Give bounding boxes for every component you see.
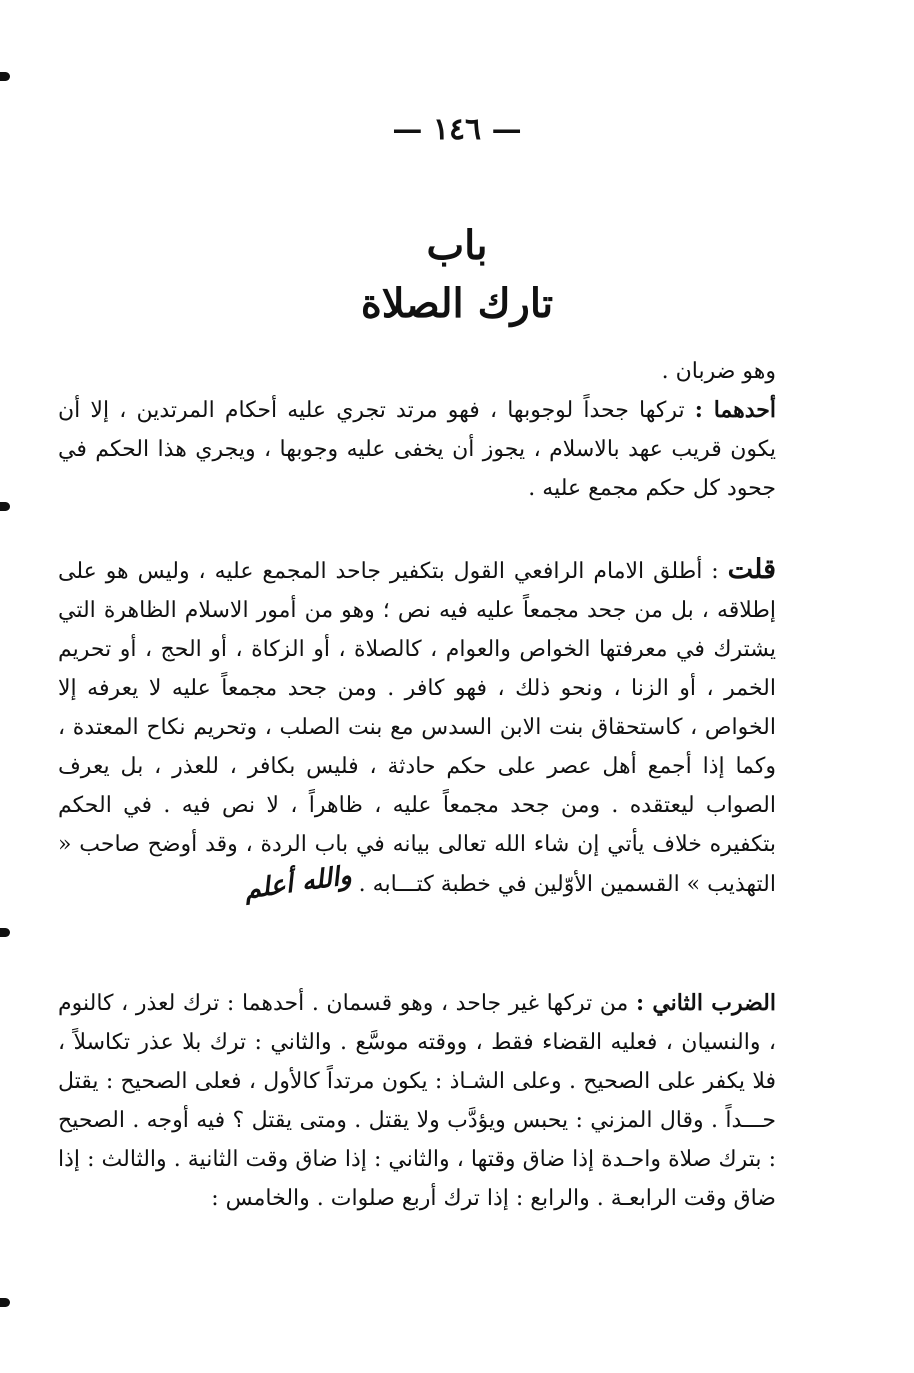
paragraph-intro xyxy=(58,352,776,391)
margin-mark xyxy=(0,1298,10,1307)
margin-mark xyxy=(0,502,10,511)
page-number: — ١٤٦ — xyxy=(392,112,522,147)
paragraph-lead: قلت xyxy=(727,554,777,585)
paragraph-second-type xyxy=(58,984,776,1218)
paragraph-first-type xyxy=(58,391,776,508)
paragraph-commentary xyxy=(58,550,776,904)
paragraph-lead: الضرب الثاني : xyxy=(635,990,776,1016)
paragraph-lead: أحدهما : xyxy=(694,397,776,423)
paragraph-text: من تركها غير جاحد ، وهو قسمان . أحدهما : ترك لعذر ، كالنوم ، والنسيان ، فعليه القضاء فقط ، ووقته موسَّع . والثاني : ترك بلا عذر تكاسلاً ، فلا يكفر على الصحيح . وعلى الشـاذ : يكون مرتداً كالأول ، فعلى الصحيح : يقتل حـــداً . وقال المزني : يحبس ويؤدَّب ولا يقتل . ومتى يقتل ؟ فيه أوجه . الصحيح : بترك صلاة واحـدة إذا ضاق وقتها ، والثاني : إذا ضاق وقت الثانية . والثالث : إذا ضاق وقت الرابعـة . والرابع : إذا ترك أربع صلوات . والخامس : xyxy=(58,991,776,1211)
margin-mark xyxy=(0,72,10,81)
paragraph-text: : أطلق الامام الرافعي القول بتكفير جاحد المجمع عليه ، وليس هو على إطلاقه ، بل من جحد مجمعاً عليه فيه نص ؛ وهو من أمور الاسلام الظاهرة التي يشترك في معرفتها الخواص والعوام ، كالصلاة ، أو الزكاة ، أو الحج ، أو تحريم الخمر ، أو الزنا ، ونحو ذلك ، فهو كافر . ومن جحد مجمعاً عليه لا يعرفه إلا الخواص ، كاستحقاق بنت الابن السدس مع بنت الصلب ، وتحريم نكاح المعتدة ، وكما إذا أجمع أهل عصر على حكم حادثة ، فليس بكافر ، للعذر ، بل يعرف الصواب ليعتقده . ومن جحد مجمعاً عليه ، ظاهراً ، لا نص فيه . في الحكم بتكفيره خلاف يأتي إن شاء الله تعالى بيانه في باب الردة ، وقد أوضح صاحب « التهذيب » القسمين الأوّلين في خطبة كتـــابه . xyxy=(58,559,776,897)
chapter-title: تارك الصلاة xyxy=(360,280,554,327)
paragraph-text: وهو ضربان . xyxy=(661,359,776,384)
handwritten-note: والله أعلم xyxy=(242,860,354,906)
chapter-label: باب xyxy=(426,222,488,269)
paragraph-text: تركها جحداً لوجوبها ، فهو مرتد تجري عليه أحكام المرتدين ، إلا أن يكون قريب عهد بالاسلام ، يجوز أن يخفى عليه وجوبها ، ويجري هذا الحكم في جحود كل حكم مجمع عليه . xyxy=(58,398,776,501)
margin-mark xyxy=(0,928,10,937)
